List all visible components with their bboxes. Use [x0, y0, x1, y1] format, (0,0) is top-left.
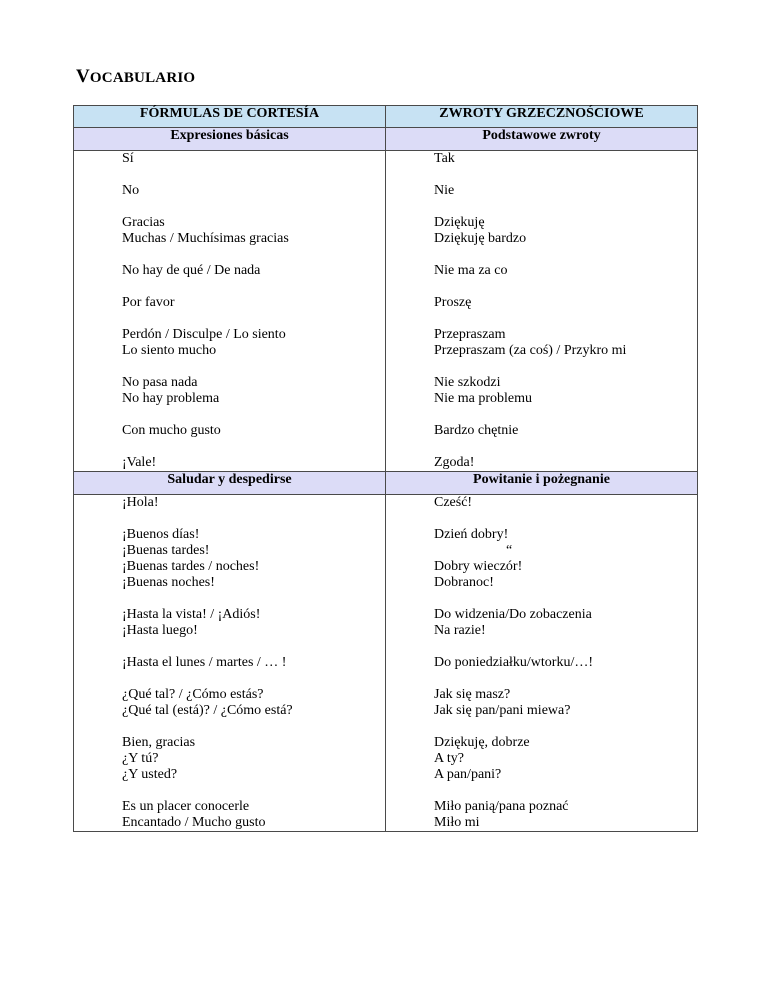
spanish-phrases-cell — [74, 495, 386, 832]
phrase-line: “ — [506, 543, 513, 558]
phrase-entry — [74, 375, 385, 407]
phrase-entry — [386, 327, 697, 359]
phrase-entry — [74, 455, 385, 471]
phrase-line: Gracias — [122, 215, 165, 230]
phrase-entry — [386, 183, 697, 199]
phrase-entry — [386, 295, 697, 311]
phrase-line: Perdón / Disculpe / Lo siento — [122, 327, 286, 342]
column-header-spanish: FÓRMULAS DE CORTESÍA — [74, 106, 386, 128]
phrase-line: Por favor — [122, 295, 175, 310]
phrase-line: Dobry wieczór! — [434, 559, 523, 574]
phrase-line: No pasa nada — [122, 375, 198, 390]
phrase-line: ¡Vale! — [122, 455, 157, 470]
phrase-line: Miło panią/pana poznać — [434, 799, 569, 814]
phrase-line: Przepraszam — [434, 327, 506, 342]
phrase-line: ¡Hola! — [122, 495, 159, 510]
phrase-line: ¡Buenas tardes! — [122, 543, 210, 558]
phrase-entry — [386, 687, 697, 719]
phrase-line: No hay problema — [122, 391, 220, 406]
section-title-spanish: Saludar y despedirse — [74, 472, 386, 495]
phrase-entry — [74, 263, 385, 279]
phrase-entry — [74, 327, 385, 359]
phrase-line: Muchas / Muchísimas gracias — [122, 231, 289, 246]
phrase-line: Nie ma problemu — [434, 391, 532, 406]
phrase-line: A ty? — [434, 751, 464, 766]
phrase-line: Dziękuję bardzo — [434, 231, 527, 246]
phrase-entry — [386, 151, 697, 167]
phrase-line: Dziękuję — [434, 215, 485, 230]
phrase-entry — [74, 607, 385, 639]
phrase-entry — [386, 375, 697, 407]
section-title-spanish: Expresiones básicas — [74, 128, 386, 151]
phrase-line: Dziękuję, dobrze — [434, 735, 530, 750]
phrase-line: No hay de qué / De nada — [122, 263, 261, 278]
phrase-line: Dzień dobry! — [434, 527, 509, 542]
phrase-line: Do widzenia/Do zobaczenia — [434, 607, 592, 622]
vocabulary-table — [73, 105, 698, 832]
phrase-line: ¿Y usted? — [122, 767, 178, 782]
section-header-row — [74, 128, 698, 151]
phrase-line: Bien, gracias — [122, 735, 196, 750]
page-title: VOCABULARIO — [76, 66, 196, 87]
polish-phrases-cell — [386, 495, 698, 832]
polish-phrases-cell — [386, 151, 698, 472]
phrase-entry — [74, 495, 385, 511]
section-header-row — [74, 472, 698, 495]
phrase-line: Dobranoc! — [434, 575, 494, 590]
section-body-row — [74, 495, 698, 832]
phrase-entry — [74, 295, 385, 311]
phrase-line: Nie ma za co — [434, 263, 508, 278]
phrase-entry — [386, 655, 697, 671]
phrase-entry — [74, 527, 385, 591]
section-title-polish: Powitanie i pożegnanie — [386, 472, 698, 495]
phrase-line: Encantado / Mucho gusto — [122, 815, 266, 830]
phrase-line: Con mucho gusto — [122, 423, 221, 438]
phrase-entry — [386, 455, 697, 471]
phrase-entry — [386, 527, 697, 591]
phrase-line: Es un placer conocerle — [122, 799, 250, 814]
column-header-polish: ZWROTY GRZECZNOŚCIOWE — [386, 106, 698, 128]
phrase-entry — [74, 215, 385, 247]
phrase-line: Jak się pan/pani miewa? — [434, 703, 571, 718]
phrase-line: Bardzo chętnie — [434, 423, 519, 438]
phrase-line: Na razie! — [434, 623, 486, 638]
phrase-line: ¿Qué tal? / ¿Cómo estás? — [122, 687, 264, 702]
phrase-line: Lo siento mucho — [122, 343, 217, 358]
phrase-line: Miło mi — [434, 815, 480, 830]
phrase-entry — [386, 735, 697, 783]
phrase-entry — [74, 687, 385, 719]
phrase-line: ¡Hasta el lunes / martes / … ! — [122, 655, 287, 670]
phrase-line: Jak się masz? — [434, 687, 511, 702]
phrase-line: ¡Buenos días! — [122, 527, 200, 542]
phrase-entry — [74, 655, 385, 671]
phrase-line: No — [122, 183, 140, 198]
phrase-line: Nie — [434, 183, 455, 198]
phrase-entry — [386, 607, 697, 639]
phrase-line: ¿Qué tal (está)? / ¿Cómo está? — [122, 703, 293, 718]
phrase-line: ¡Hasta la vista! / ¡Adiós! — [122, 607, 261, 622]
phrase-line: ¿Y tú? — [122, 751, 159, 766]
phrase-line: ¡Hasta luego! — [122, 623, 198, 638]
phrase-line: Do poniedziałku/wtorku/…! — [434, 655, 594, 670]
phrase-entry — [74, 735, 385, 783]
spanish-phrases-cell — [74, 151, 386, 472]
phrase-line: ¡Buenas noches! — [122, 575, 215, 590]
table-body — [74, 128, 698, 832]
section-title-polish: Podstawowe zwroty — [386, 128, 698, 151]
phrase-line: Cześć! — [434, 495, 473, 510]
phrase-line: Zgoda! — [434, 455, 475, 470]
phrase-entry — [386, 263, 697, 279]
phrase-entry — [74, 423, 385, 439]
phrase-line: Nie szkodzi — [434, 375, 501, 390]
phrase-entry — [74, 799, 385, 831]
phrase-entry — [386, 799, 697, 831]
phrase-line: ¡Buenas tardes / noches! — [122, 559, 260, 574]
phrase-line: Proszę — [434, 295, 472, 310]
phrase-entry — [386, 423, 697, 439]
section-body-row — [74, 151, 698, 472]
phrase-entry — [74, 183, 385, 199]
phrase-line: Tak — [434, 151, 455, 166]
phrase-entry — [386, 495, 697, 511]
phrase-line: Sí — [122, 151, 134, 166]
phrase-entry — [386, 215, 697, 247]
phrase-entry — [74, 151, 385, 167]
phrase-line: A pan/pani? — [434, 767, 502, 782]
phrase-line: Przepraszam (za coś) / Przykro mi — [434, 343, 627, 358]
